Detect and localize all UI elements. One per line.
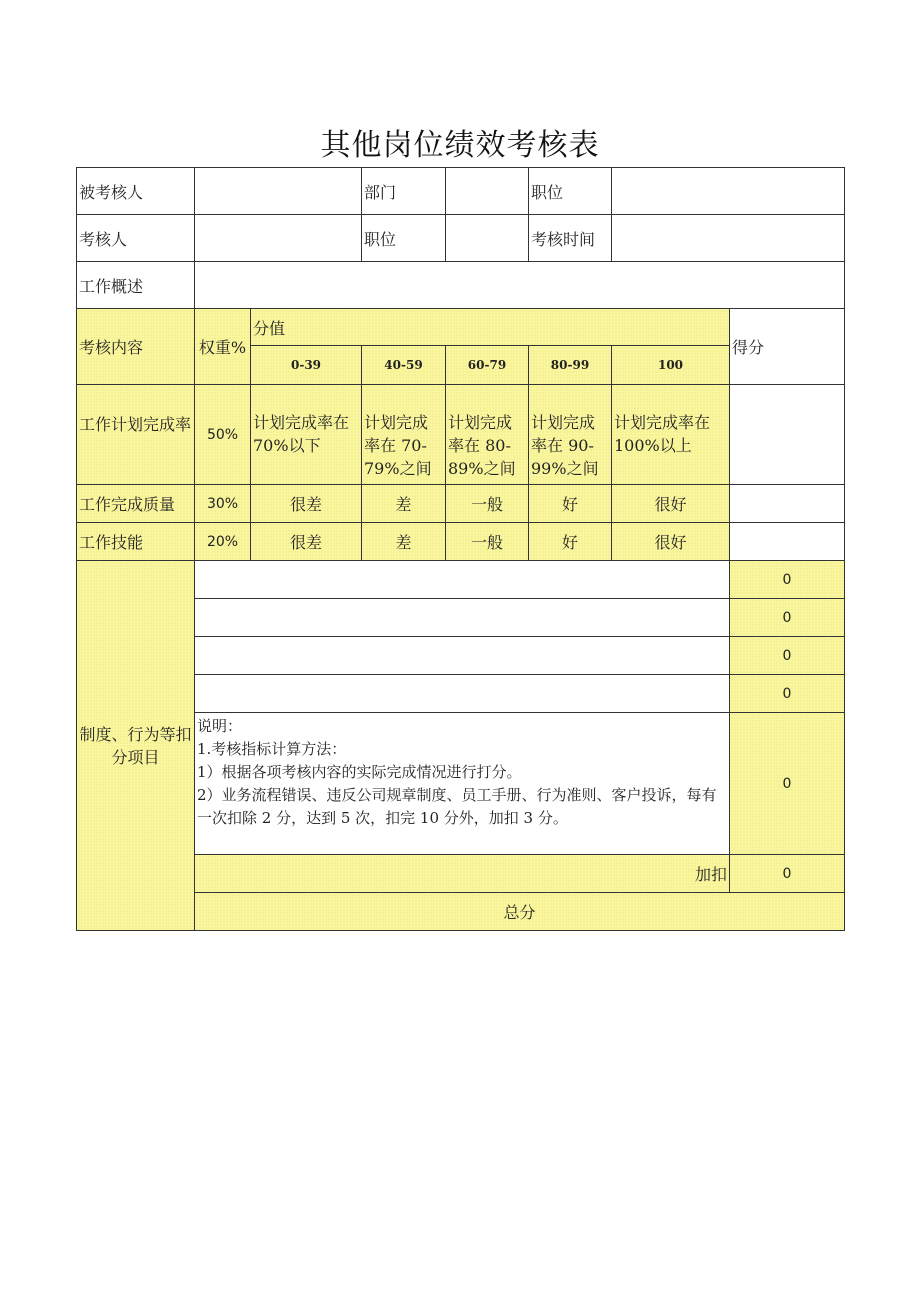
work-summary-field[interactable] — [195, 262, 845, 309]
level-cell: 很差 — [251, 523, 362, 561]
appraiser-position-label: 职位 — [362, 215, 446, 262]
deduction-label: 制度、行为等扣分项目 — [77, 561, 195, 931]
deduction-score: 0 — [730, 675, 845, 713]
deduction-item-field[interactable] — [195, 675, 730, 713]
deduction-item-field[interactable] — [195, 637, 730, 675]
level-cell: 很差 — [251, 485, 362, 523]
extra-deduction-label: 加扣 — [195, 855, 730, 893]
level-cell: 很好 — [612, 523, 730, 561]
level-cell: 计划完成率在 70-79%之间 — [362, 385, 446, 485]
appraisee-field[interactable] — [195, 168, 362, 215]
level-cell: 计划完成率在 80-89%之间 — [446, 385, 529, 485]
level-cell: 好 — [529, 485, 612, 523]
level-cell: 很好 — [612, 485, 730, 523]
criteria-name: 工作完成质量 — [77, 485, 195, 523]
level-cell: 计划完成率在 90-99%之间 — [529, 385, 612, 485]
level-cell: 计划完成率在100%以上 — [612, 385, 730, 485]
criteria-name: 工作计划完成率 — [77, 385, 195, 485]
extra-deduction-score: 0 — [730, 855, 845, 893]
criteria-weight: 50% — [195, 385, 251, 485]
notes-line: 1.考核指标计算方法： — [197, 740, 347, 758]
criteria-weight: 30% — [195, 485, 251, 523]
criteria-row-plan — [77, 385, 845, 485]
appraiser-position-field[interactable] — [446, 215, 529, 262]
info-row-1 — [77, 168, 845, 215]
appraiser-field[interactable] — [195, 215, 362, 262]
appraisee-label: 被考核人 — [77, 168, 195, 215]
criteria-weight: 20% — [195, 523, 251, 561]
dept-field[interactable] — [446, 168, 529, 215]
deduction-score: 0 — [730, 713, 845, 855]
criteria-name: 工作技能 — [77, 523, 195, 561]
position-label: 职位 — [529, 168, 612, 215]
deduction-score: 0 — [730, 637, 845, 675]
deduction-score: 0 — [730, 561, 845, 599]
notes-line: 说明： — [197, 717, 243, 735]
range-0-39: 0-39 — [251, 346, 362, 385]
time-field[interactable] — [612, 215, 845, 262]
deduction-item-field[interactable] — [195, 599, 730, 637]
level-cell: 好 — [529, 523, 612, 561]
range-80-99: 80-99 — [529, 346, 612, 385]
work-summary-label: 工作概述 — [77, 262, 195, 309]
score-input[interactable] — [730, 523, 845, 561]
deduction-item-field[interactable] — [195, 561, 730, 599]
weight-header: 权重% — [195, 309, 251, 385]
level-cell: 差 — [362, 485, 446, 523]
total-label: 总分 — [195, 893, 845, 931]
notes-line: 2）业务流程错误、违反公司规章制度、员工手册、行为准则、客户投诉，每有一次扣除 2 分，达到 5 次，扣完 10 分外，加扣 3 分。 — [197, 786, 717, 827]
score-input[interactable] — [730, 485, 845, 523]
dept-label: 部门 — [362, 168, 446, 215]
notes-line: 1）根据各项考核内容的实际完成情况进行打分。 — [197, 763, 522, 781]
deduction-score: 0 — [730, 599, 845, 637]
header-row-1 — [77, 309, 845, 346]
score-value-header: 分值 — [251, 309, 730, 346]
appraisal-table — [76, 167, 845, 931]
info-row-2 — [77, 215, 845, 262]
level-cell: 计划完成率在 70%以下 — [251, 385, 362, 485]
page-title: 其他岗位绩效考核表 — [320, 128, 600, 163]
level-cell: 一般 — [446, 523, 529, 561]
content-header: 考核内容 — [77, 309, 195, 385]
score-header: 得分 — [730, 309, 845, 385]
level-cell: 差 — [362, 523, 446, 561]
range-40-59: 40-59 — [362, 346, 446, 385]
level-cell: 一般 — [446, 485, 529, 523]
info-row-3 — [77, 262, 845, 309]
range-100: 100 — [612, 346, 730, 385]
deduction-row — [77, 561, 845, 599]
appraiser-label: 考核人 — [77, 215, 195, 262]
score-input[interactable] — [730, 385, 845, 485]
criteria-row-skill — [77, 523, 845, 561]
criteria-row-quality — [77, 485, 845, 523]
time-label: 考核时间 — [529, 215, 612, 262]
position-field[interactable] — [612, 168, 845, 215]
range-60-79: 60-79 — [446, 346, 529, 385]
deduction-notes — [195, 713, 730, 855]
